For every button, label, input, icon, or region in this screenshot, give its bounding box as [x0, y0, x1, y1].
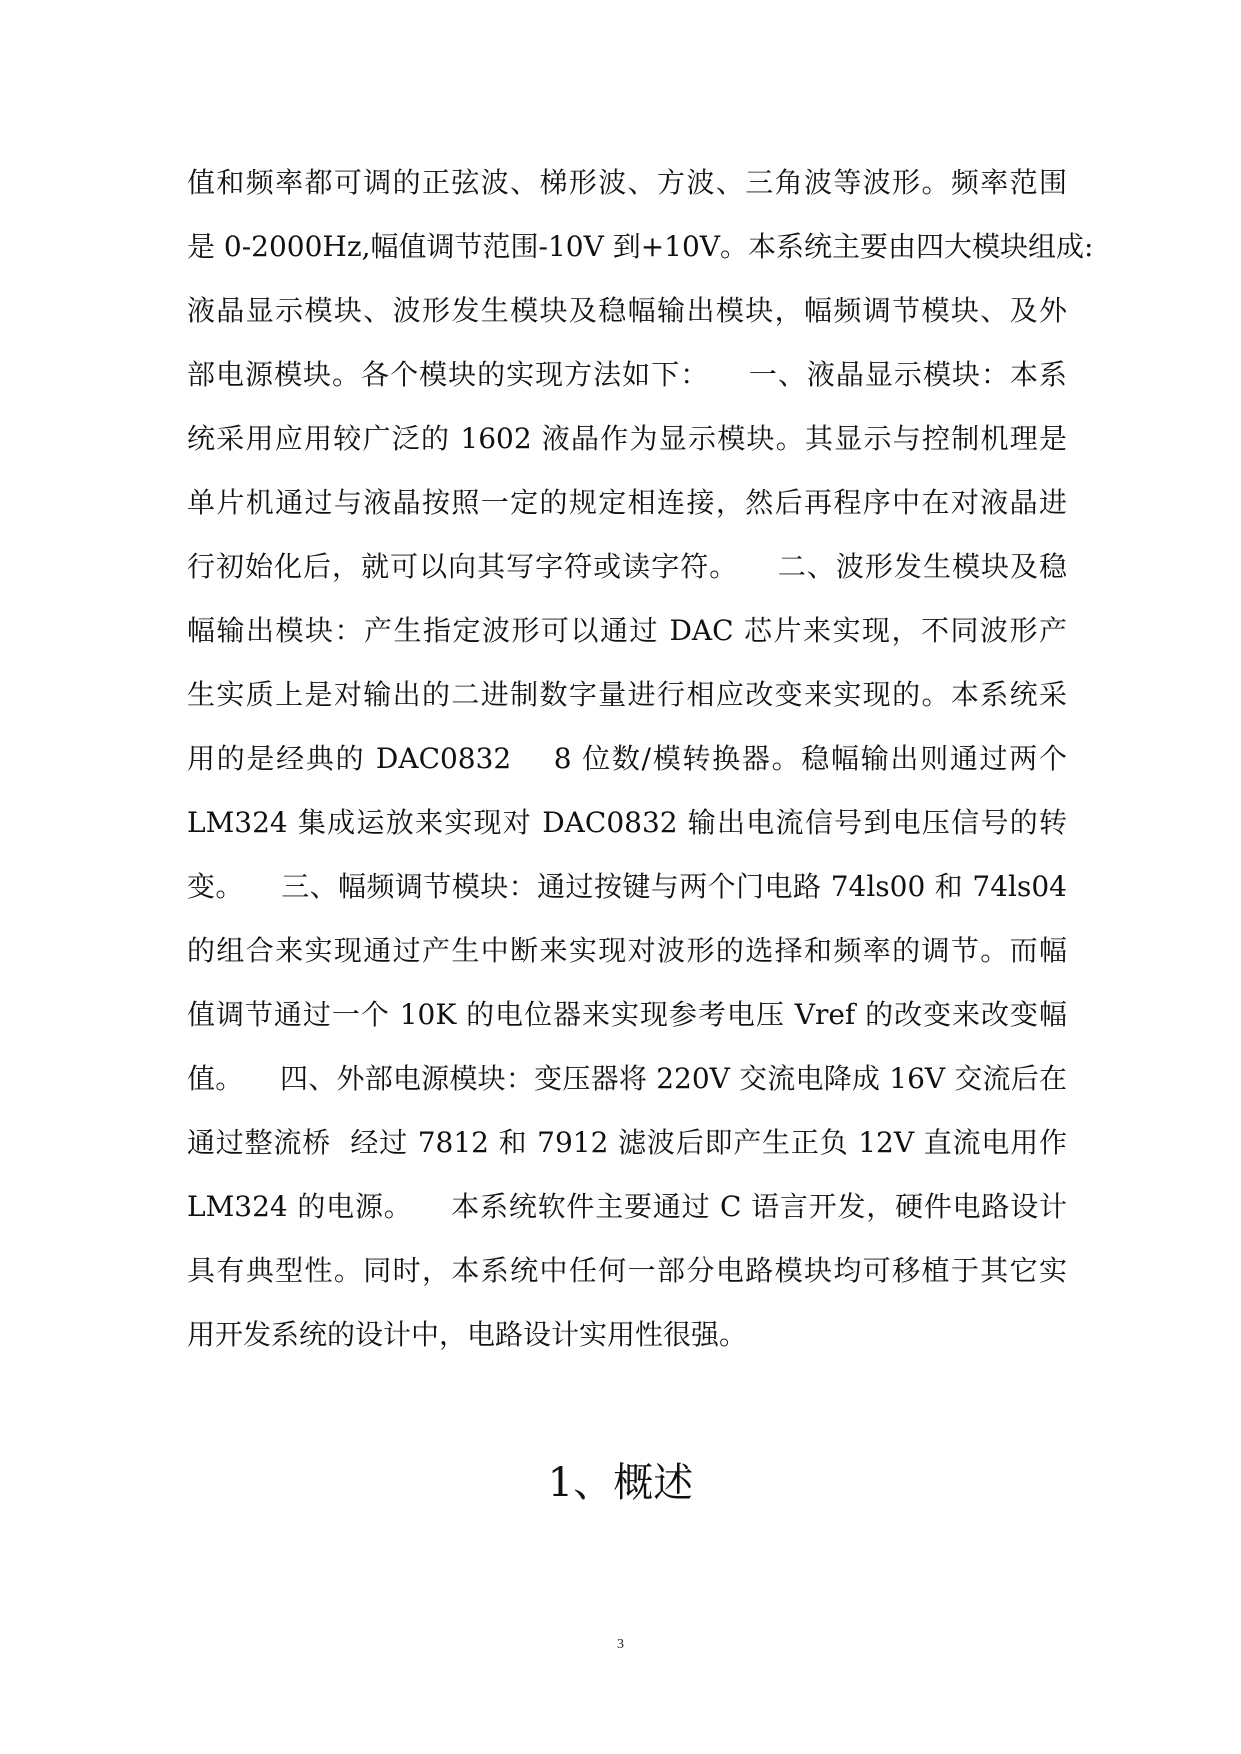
body-line: 值调节通过一个 10K 的电位器来实现参考电压 Vref 的改变来改变幅 — [187, 998, 1067, 1031]
body-line: 用开发系统的设计中，电路设计实用性很强。 — [187, 1318, 748, 1351]
body-line: 用的是经典的 DAC0832 8 位数/模转换器。稳幅输出则通过两个 — [187, 742, 1067, 775]
body-line: 统采用应用较广泛的 1602 液晶作为显示模块。其显示与控制机理是 — [187, 422, 1067, 455]
body-line: 通过整流桥 经过 7812 和 7912 滤波后即产生正负 12V 直流电用作 — [187, 1126, 1067, 1159]
body-line: 幅输出模块：产生指定波形可以通过 DAC 芯片来实现，不同波形产 — [187, 614, 1067, 647]
body-line: 具有典型性。同时，本系统中任何一部分电路模块均可移植于其它实 — [187, 1254, 1067, 1287]
body-line: 单片机通过与液晶按照一定的规定相连接，然后再程序中在对液晶进 — [187, 486, 1067, 519]
body-line: 值和频率都可调的正弦波、梯形波、方波、三角波等波形。频率范围 — [187, 166, 1067, 199]
body-line: LM324 的电源。 本系统软件主要通过 C 语言开发，硬件电路设计 — [187, 1190, 1067, 1223]
page-number: 3 — [617, 1637, 624, 1652]
body-line: 是 0-2000Hz,幅值调节范围-10V 到+10V。本系统主要由四大模块组成: — [187, 230, 1094, 263]
body-line: 的组合来实现通过产生中断来实现对波形的选择和频率的调节。而幅 — [187, 934, 1067, 967]
body-line: 部电源模块。各个模块的实现方法如下： 一、液晶显示模块：本系 — [187, 358, 1067, 391]
body-line: LM324 集成运放来实现对 DAC0832 输出电流信号到电压信号的转 — [187, 806, 1067, 839]
body-line: 变。 三、幅频调节模块：通过按键与两个门电路 74ls00 和 74ls04 — [187, 870, 1067, 903]
body-line: 液晶显示模块、波形发生模块及稳幅输出模块，幅频调节模块、及外 — [187, 294, 1067, 327]
body-line: 行初始化后，就可以向其写字符或读字符。 二、波形发生模块及稳 — [187, 550, 1067, 583]
body-line: 值。 四、外部电源模块：变压器将 220V 交流电降成 16V 交流后在 — [187, 1062, 1067, 1095]
body-line: 生实质上是对输出的二进制数字量进行相应改变来实现的。本系统采 — [187, 678, 1067, 711]
section-heading: 1、概述 — [547, 1460, 694, 1506]
